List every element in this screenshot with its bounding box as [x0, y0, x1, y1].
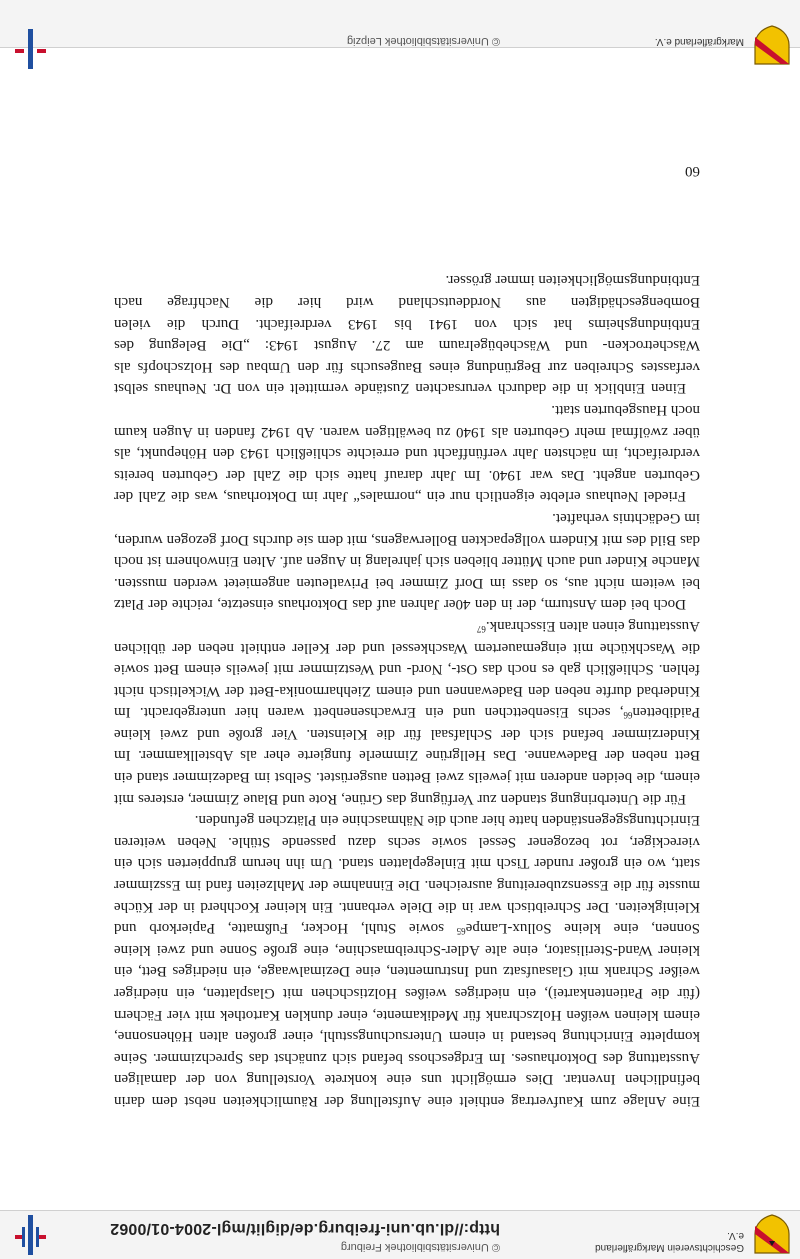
- footnote-ref-67: 67: [476, 623, 486, 634]
- association-label: Geschichtsverein Markgräflerland e.V.: [595, 1230, 744, 1253]
- footer-library-credit: © Universitätsbibliothek Leipzig: [346, 35, 500, 47]
- paragraph-5: Einen Einblick in die dadurch verursachten Zustände vermittelt ein von Dr. Neuhaus selbst verfasstes Schreiben zur Begründung eines Baugesuchs für den Umbau des Holzschopfs als Wäschetrocken- und Wäschebügelraum am 27. August 1943: „Die Belegung des Entbindungsheims hat sich von 1941 bis 1943 verdreifacht. Durch die vielen Bombengeschädigten aus Norddeutschland wird hier die Nachfrage nach Entbindungsmöglichkeiten immer grösser.: [114, 272, 700, 397]
- footer-university-logo-icon: [12, 29, 48, 69]
- paragraph-3: Doch bei dem Ansturm, der in den 40er Jahren auf das Doktorhaus einsetzte, reichte der Platz bei weitem nicht aus, so dass im Dorf Zimmer bei Privatleuten angemietet werden mussten. Manche Kinder und auch Mütter blieben sich jahrelang in Augen auf. Alten Einwohnern ist noch das Bild des mit Kindern vollgepackten Bollerwagens, mit dem sie durchs Dorf gezogen wurden, im Gedächtnis verhaftet.: [114, 509, 700, 613]
- footer-coat-of-arms-icon: [752, 25, 792, 67]
- footer-bar: [0, 0, 800, 48]
- paragraph-1-text: Eine Anlage zum Kaufvertrag enthielt eine Aufstellung der Räumlichkeiten nebst dem darin befindlichen Inventar. Dies ermöglicht uns eine konkrete Vorstellung von der damaligen Ausstattung des Doktorhauses. Im Erdgeschoss befand sich zunächst das Sprechzimmer. Seine komplette Einrichtung bestand in einem Untersuchungsstuhl, einer großen alten Höhensonne, einem kleinen weißen Holzschrank für Medikamente, einer dunklen Kartothek mit vier Fächern (für die Patientenkartei), ein niedriges weißes Holztischchen mit Glasplatten, ein niedriger weißer Schrank mit Glasaufsatz und Instrumenten, eine Dezimalwaage, ein niedriges Bett, ein kleiner Wand-Sterilisator, eine alte Adler-Schreibmaschine, eine große Sonne und zwei kleine Sonnen, eine kleine Sollux-Lampe: [114, 920, 700, 1109]
- paragraph-1-text-cont: sowie Stuhl, Hocker, Fußmatte, Papierkorb und Kleinigkeiten. Der Schreibtisch war in die Diele verbannt. Ein kleiner Kochherd in der Küche musste für die Essenszubereitung ausreichen. Die Einnahme der Mahlzeiten fand im Esszimmer statt, wo ein großer runder Tisch mit Einlegeplatten stand. Um ihn herum gruppierten sich ein viereckiger, rot bezogener Sessel sowie sechs dazu passende Stühle. Neben weiteren Einrichtungsgegenständen hatte hier auch die Nähmaschine ein Plätzchen gefunden.: [114, 812, 700, 937]
- paragraph-2-text-cont: , sechs Eisenbettchen und ein Erwachsenenbett waren hier untergebracht. Im Kinderbad durfte neben den Badewannen und einem Ziehharmonika-Bett der Wickeltisch nicht fehlen. Schließlich gab es noch das Ost-, Nord- und Westzimmer mit jeweils einem Bett sowie die Waschküche mit eingemauertem Waschkessel und der Keller enthielt neben der üblichen Ausstattung einen alten Eisschrank.: [114, 617, 700, 721]
- coat-of-arms-icon: [752, 1214, 792, 1256]
- paragraph-4: Friedel Neuhaus erlebte eigentlich nur ein „normales“ Jahr im Doktorhaus, was die Zahl der Geburten angeht. Das war 1940. Im Jahr darauf hatte sich die Zahl der Geburten bereits verdreifacht, im nächsten Jahr verfünffacht und erreichte schließlich 1943 den Höhepunkt, als über zwölfmal mehr Geburten als 1940 zu bewältigen waren. Ab 1942 fanden in Augen kaum noch Hausgeburten statt.: [114, 402, 700, 505]
- paragraph-2-text: Für die Unterbringung standen zur Verfügung das Grüne, Rote und Blaue Zimmer, ersteres mit einem, die beiden anderen mit jeweils zwei Betten ausgerüstet. Selbst im Badezimmer stand ein Bett neben der Badewanne. Das Hellgrüne Zimmerle fungierte eher als Abstellkammer. Im Kinderzimmer befand sich der Schlafsaal für die Kleinsten. Vier große und zwei kleine Paidibetten: [114, 704, 700, 807]
- document-url-link[interactable]: http://dl.ub.uni-freiburg.de/diglit/mgl-2004-01/0062: [110, 1220, 500, 1237]
- footer-association-label: Markgräflerland e.V.: [654, 36, 744, 47]
- page-number: 60: [685, 163, 700, 179]
- header-bar: [0, 1210, 800, 1259]
- library-credit: © Universitätsbibliothek Freiburg: [340, 1241, 500, 1253]
- paragraph-2: [114, 614, 700, 808]
- document-body: [114, 269, 700, 1111]
- footnote-ref-65: 65: [456, 926, 466, 937]
- paragraph-1: [114, 809, 700, 1111]
- university-logo-icon: [12, 1215, 48, 1255]
- footnote-ref-66: 66: [623, 710, 633, 721]
